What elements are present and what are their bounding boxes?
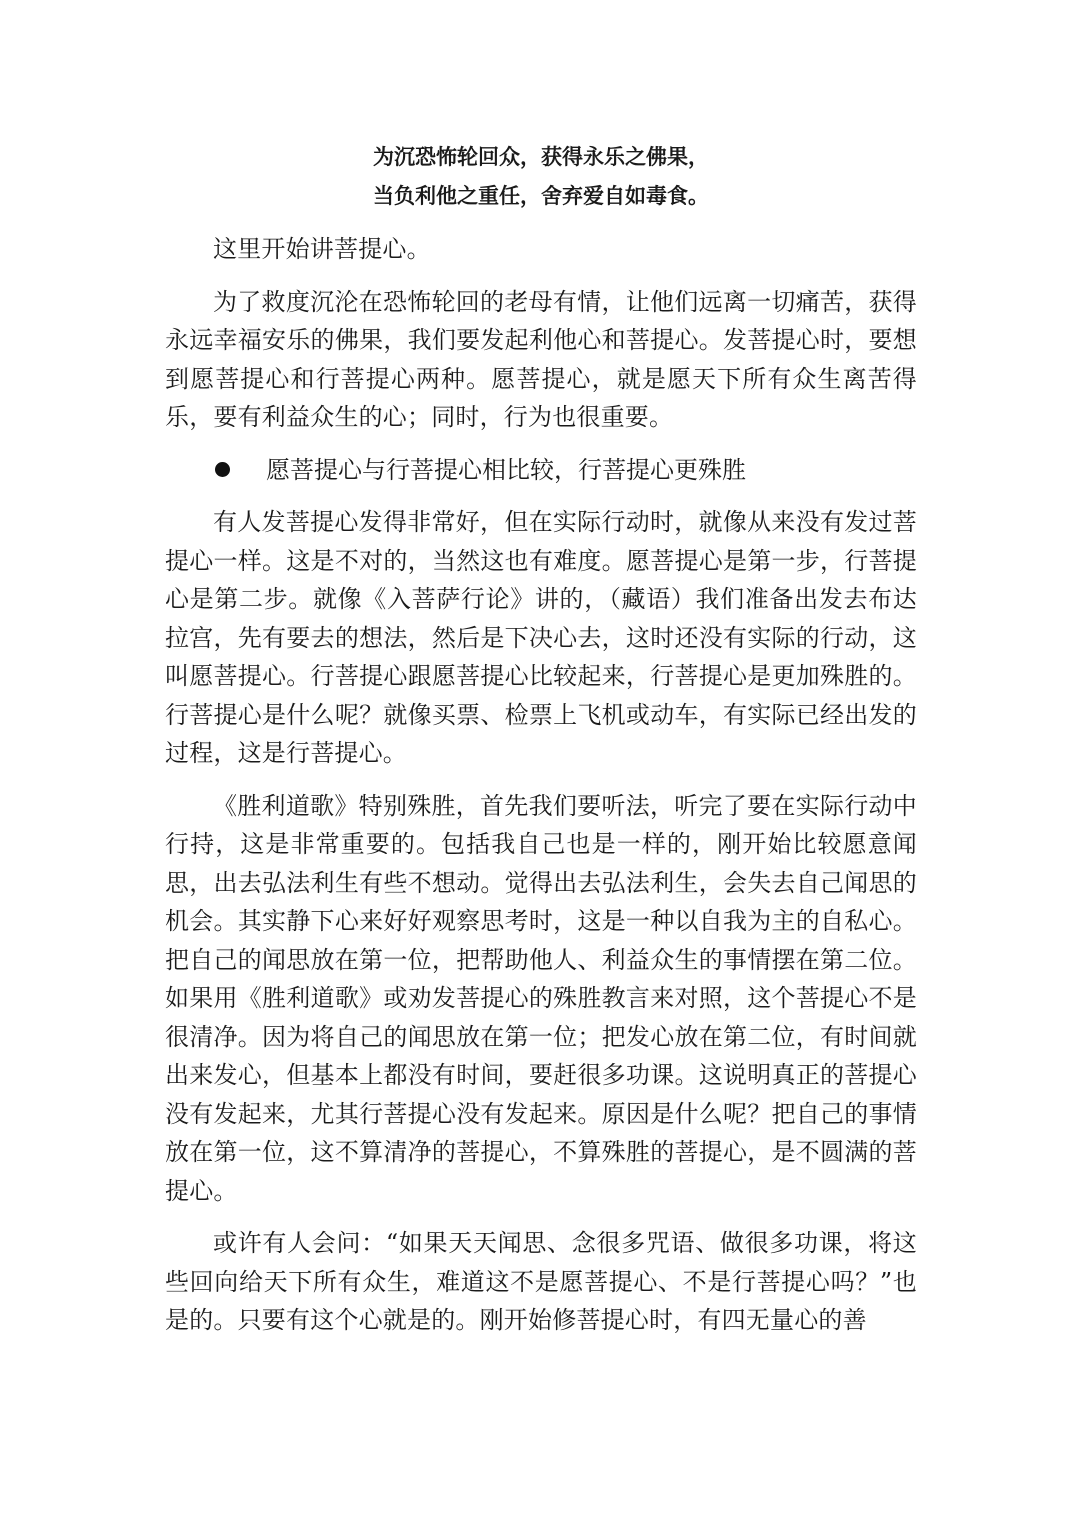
paragraph-victory-song: 《胜利道歌》特别殊胜，首先我们要听法，听完了要在实际行动中行持，这是非常重要的。包括我自己也是一样的，刚开始比较愿意闻思，出去弘法利生有些不想动。觉得出去弘法利生，会失去自己闻思的机会。其实静下心来好好观察思考时，这是一种以自我为主的自私心。把自己的闻思放在第一位，把帮助他人、利益众生的事情摆在第二位。如果用《胜利道歌》或劝发菩提心的殊胜教言来对照，这个菩提心不是很清净。因为将自己的闻思放在第一位；把发心放在第二位，有时间就出来发心，但基本上都没有时间，要赶很多功课。这说明真正的菩提心没有发起来，尤其行菩提心没有发起来。原因是什么呢？把自己的事情放在第一位，这不算清净的菩提心，不算殊胜的菩提心，是不圆满的菩提心。 xyxy=(165,791,917,1205)
paragraph-question: 或许有人会问：“如果天天闻思、念很多咒语、做很多功课，将这些回向给天下所有众生，难道这不是愿菩提心、不是行菩提心吗？”也是的。只要有这个心就是的。刚开始修菩提心时，有四无量心的善 xyxy=(165,1229,917,1334)
paragraph-intro: 这里开始讲菩提心。 xyxy=(213,235,431,263)
bullet-dot-icon xyxy=(215,462,230,477)
verse-line-1: 为沉恐怖轮回众，获得永乐之佛果， xyxy=(373,146,709,169)
verse-line-2: 当负利他之重任，舍弃爱自如毒食。 xyxy=(373,185,709,208)
bullet-heading-text: 愿菩提心与行菩提心相比较，行菩提心更殊胜 xyxy=(266,455,746,484)
paragraph-aspiration: 为了救度沉沦在恐怖轮回的老母有情，让他们远离一切痛苦，获得永远幸福安乐的佛果，我们要发起利他心和菩提心。发菩提心时，要想到愿菩提心和行菩提心两种。愿菩提心，就是愿天下所有众生离苦得乐，要有利益众生的心；同时，行为也很重要。 xyxy=(165,287,917,431)
paragraph-action: 有人发菩提心发得非常好，但在实际行动时，就像从来没有发过菩提心一样。这是不对的，当然这也有难度。愿菩提心是第一步，行菩提心是第二步。就像《入菩萨行论》讲的，（藏语）我们准备出发去布达拉宫，先有要去的想法，然后是下决心去，这时还没有实际的行动，这叫愿菩提心。行菩提心跟愿菩提心比较起来，行菩提心是更加殊胜的。行菩提心是什么呢？就像买票、检票上飞机或动车，有实际已经出发的过程，这是行菩提心。 xyxy=(165,508,917,767)
bullet-heading xyxy=(165,451,917,490)
verse-block xyxy=(165,138,917,216)
document-page xyxy=(165,138,917,1354)
